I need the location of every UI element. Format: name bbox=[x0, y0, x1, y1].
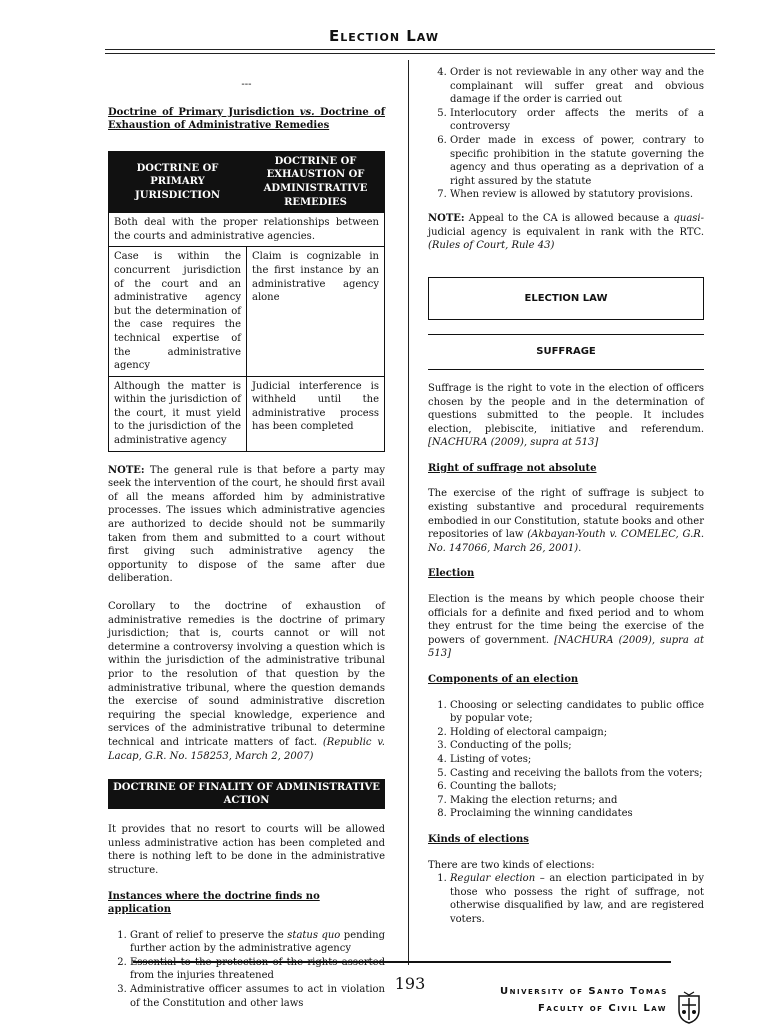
left-column bbox=[108, 78, 385, 1010]
header-rule bbox=[105, 49, 715, 50]
heading-part: Doctrine of Primary Jurisdiction bbox=[108, 106, 300, 118]
footer-institution bbox=[500, 983, 670, 1017]
note-general-rule bbox=[108, 464, 385, 586]
doctrine-comparison-heading bbox=[108, 106, 385, 133]
list-item: 3. Conducting of the polls; bbox=[450, 739, 704, 753]
paragraph-text: Corollary to the doctrine of exhaustion of administrative remedies is the doctrine of primary jurisdiction; that is, courts cannot or will not determine a controversy involving a question which is within the jurisdiction of the administrative tribunal prior to the resolution of that question by the administrative tribunal, where the question demands the exercise of sound administrative discretion requiring the special knowledge, experience and services of the administrative tribunal to determine technical and intricate matters of fact. bbox=[108, 601, 385, 748]
election-heading: Election bbox=[428, 568, 475, 580]
citation: (Akbayan-Youth v. COMELEC, G.R. No. 147066, March 26, 2001) bbox=[428, 529, 704, 554]
citation: [NACHURA (2009), supra at 513] bbox=[428, 634, 704, 660]
table-header-exhaustion: DOCTRINE OF EXHAUSTION OF ADMINISTRATIVE REMEDIES bbox=[247, 151, 385, 212]
heading-vs: vs. bbox=[299, 106, 315, 118]
list-item: 3. Administrative officer assumes to act in violation of the Constitution and other laws bbox=[130, 983, 385, 1010]
kinds-list bbox=[428, 872, 704, 926]
right-of-suffrage-heading: Right of suffrage not absolute bbox=[428, 462, 597, 474]
list-item: 4. Listing of votes; bbox=[450, 753, 704, 767]
note-appeal: NOTE: Appeal to the CA is allowed because a quasi-judicial agency is equivalent in rank with the RTC. (Rules of Court, Rule 43) bbox=[428, 212, 704, 252]
election-paragraph: Election is the means by which people choose their officials for a definite and fixed period and to whom they entrust for the time being the exercise of the powers of government. [NACHURA (2009), supra at 513] bbox=[428, 594, 704, 660]
list-item: 7. Making the election returns; and bbox=[450, 794, 704, 808]
column-divider bbox=[408, 60, 409, 965]
suffrage-paragraph: Suffrage is the right to vote in the election of officers chosen by the people and in the determination of questions submitted to the people. It includes election, plebiscite, initiative and referendum. [NACHURA (2009), supra at 513] bbox=[428, 382, 704, 449]
kinds-heading: Kinds of elections bbox=[428, 833, 529, 845]
citation: [NACHURA (2009), supra at 513] bbox=[428, 437, 599, 449]
citation: (Rules of Court, Rule 43) bbox=[428, 240, 555, 252]
list-item: 1. Choosing or selecting candidates to public office by popular vote; bbox=[450, 699, 704, 726]
table-cell: Claim is cognizable in the first instance by an administrative agency alone bbox=[247, 247, 385, 376]
list-item: 7. When review is allowed by statutory provisions. bbox=[450, 188, 704, 202]
list-item: 1. Grant of relief to preserve the status quo pending further action by the administrative agency bbox=[130, 929, 385, 956]
list-item: 1. Regular election – an election participated in by those who possess the right of suffrage, not otherwise disqualified by law, and are registered voters. bbox=[450, 872, 704, 926]
list-item: 5. Casting and receiving the ballots from the voters; bbox=[450, 767, 704, 781]
suffrage-title: SUFFRAGE bbox=[536, 346, 596, 358]
running-header-title: Election Law bbox=[329, 27, 439, 45]
note-label: NOTE: bbox=[108, 464, 145, 476]
university-name: University of Santo Tomas bbox=[500, 986, 668, 997]
finality-text: It provides that no resort to courts will be allowed unless administrative action has been completed and there is nothing left to be done in the administrative structure. bbox=[108, 824, 385, 876]
table-cell: Although the matter is within the jurisdiction of the court, it must yield to the jurisdiction of the administrative agency bbox=[109, 376, 247, 451]
corollary-paragraph bbox=[108, 600, 385, 763]
instances-list-continued bbox=[428, 66, 704, 202]
ust-crest-icon bbox=[676, 990, 702, 1024]
header-rule-secondary bbox=[105, 53, 715, 54]
list-item: 5. Interlocutory order affects the merits of a controversy bbox=[450, 107, 704, 134]
kinds-intro: There are two kinds of elections: bbox=[428, 859, 595, 871]
table-cell: Case is within the concurrent jurisdiction of the court and an administrative agency but the determination of the case requires the technical expertise of the administrative agency bbox=[109, 247, 247, 376]
list-item: 2. Essential to the protection of the rights asserted from the injuries threatened bbox=[130, 956, 385, 983]
heading-part: Doctrine of Exhaustion of Administrative Remedies bbox=[108, 106, 386, 132]
election-law-box: ELECTION LAW bbox=[428, 277, 704, 321]
page-number: 193 bbox=[394, 974, 426, 993]
list-item: 8. Proclaiming the winning candidates bbox=[450, 807, 704, 821]
list-item: 4. Order is not reviewable in any other way and the complainant will suffer great and obvious damage if the order is carried out bbox=[450, 66, 704, 107]
table-row bbox=[109, 247, 385, 376]
right-column bbox=[428, 66, 704, 927]
finality-doctrine-bar: DOCTRINE OF FINALITY OF ADMINISTRATIVE ACTION bbox=[108, 779, 385, 809]
table-header-primary: DOCTRINE OF PRIMARY JURISDICTION bbox=[109, 151, 247, 212]
note-label: NOTE: bbox=[428, 212, 465, 224]
citation: (Republic v. Lacap, G.R. No. 158253, March 2, 2007) bbox=[108, 736, 385, 762]
ellipsis: --- bbox=[241, 79, 252, 90]
right-of-suffrage-paragraph: The exercise of the right of suffrage is subject to existing substantive and procedural requirements embodied in our Constitution, statute books and other repositories of law (Akbayan-Youth v. COMELEC, G.R. No. 147066, March 26, 2001). bbox=[428, 488, 704, 554]
note-text: The general rule is that before a party may seek the intervention of the court, he should first avail of all the means afforded him by administrative processes. The issues which administrative agencies are authorized to decide should not be summarily taken from them and submitted to a court without first giving such administrative agency the opportunity to dispose of the same after due deliberation. bbox=[108, 464, 385, 585]
faculty-name: Faculty of Civil Law bbox=[538, 1003, 668, 1014]
instances-list bbox=[108, 929, 385, 1011]
instances-heading: Instances where the doctrine finds no application bbox=[108, 890, 320, 916]
table-cell: Judicial interference is withheld until the administrative process has been completed bbox=[247, 376, 385, 451]
components-heading: Components of an election bbox=[428, 674, 579, 685]
table-row bbox=[109, 376, 385, 451]
list-item: 2. Holding of electoral campaign; bbox=[450, 726, 704, 740]
list-item: 6. Order made in excess of power, contrary to specific prohibition in the statute governing the agency and thus operating as a deprivation of a right assured by the statute bbox=[450, 134, 704, 188]
components-list bbox=[428, 699, 704, 821]
footer-rule bbox=[133, 961, 671, 963]
list-item: 6. Counting the ballots; bbox=[450, 780, 704, 794]
doctrine-comparison-table bbox=[108, 151, 385, 452]
table-shared-row: Both deal with the proper relationships between the courts and administrative agencies. bbox=[109, 213, 385, 247]
